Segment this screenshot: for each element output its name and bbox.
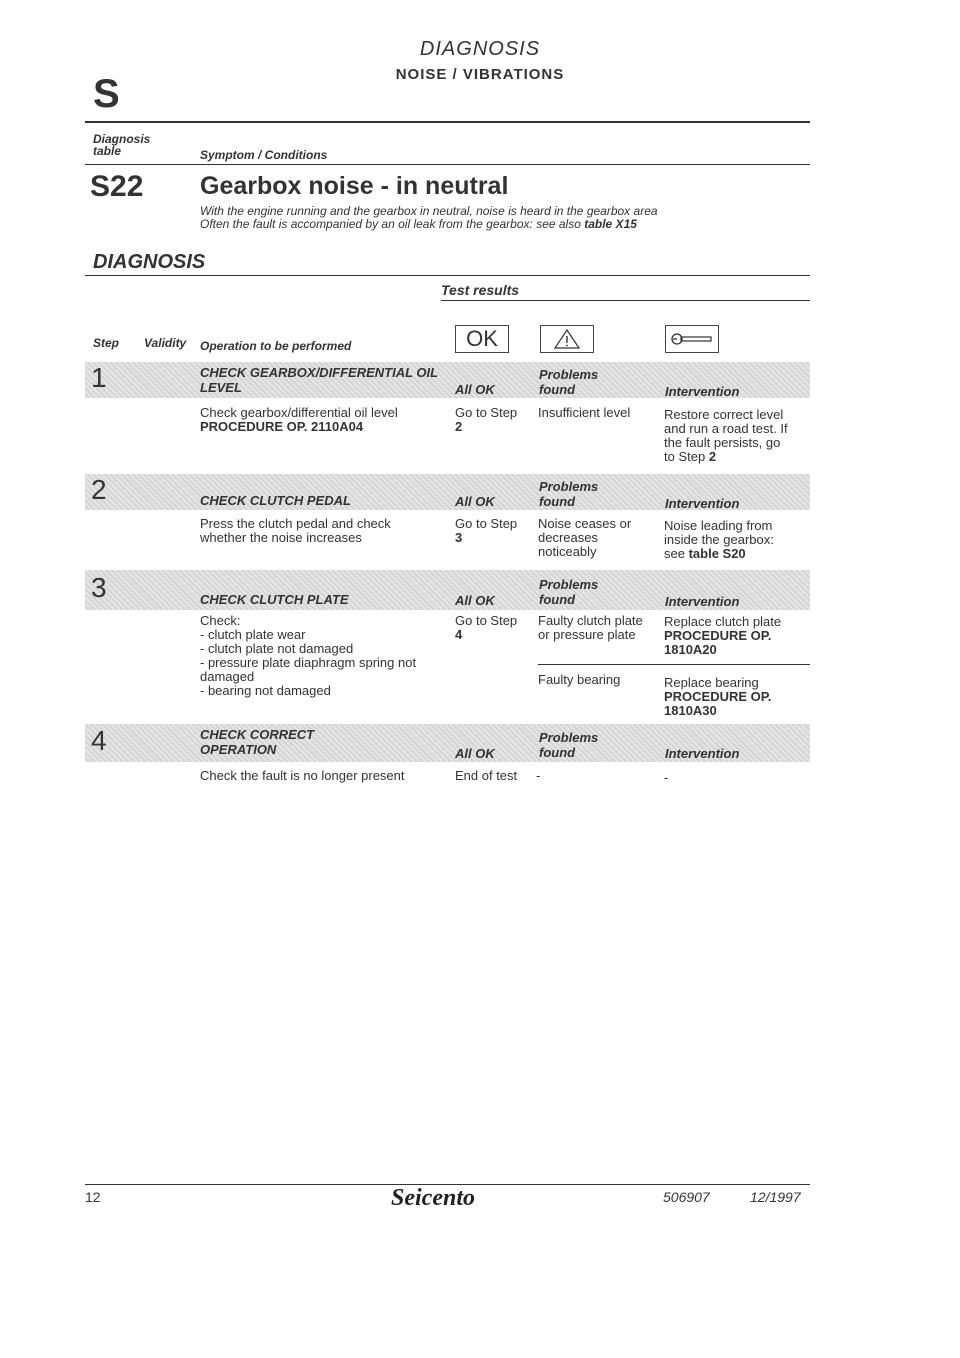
warning-icon	[540, 325, 594, 353]
diagnosis-divider	[85, 275, 810, 276]
page-number: 12	[85, 1189, 101, 1205]
brand-logo: Seicento	[391, 1185, 475, 1211]
step-3-problem-a: Faulty clutch plate or pressure plate	[538, 613, 643, 642]
step-1-all-ok: All OK	[455, 382, 495, 397]
column-validity: Validity	[144, 336, 187, 350]
step-1-problem: Insufficient level	[538, 405, 631, 420]
table-description: With the engine running and the gearbox in neutral, noise is heard in the gearbox area Often the fault is accompanied by an oil leak from the gearbox: see also table X15	[200, 204, 658, 231]
step-3-all-ok: All OK	[455, 593, 495, 608]
step-4-all-ok: All OK	[455, 746, 495, 761]
step-3-check-title: CHECK CLUTCH PLATE	[200, 592, 349, 607]
diagnosis-heading: DIAGNOSIS	[93, 251, 206, 273]
step-1-ok-result: Go to Step 2	[455, 405, 518, 434]
diagnosis-table-label: Diagnosis table	[93, 132, 151, 158]
test-results-label: Test results	[441, 282, 520, 298]
page-subtitle: NOISE / VIBRATIONS	[395, 66, 565, 83]
wrench-icon	[665, 325, 719, 353]
step-4-intervention-text: -	[664, 770, 669, 785]
step-3-problems-found: Problems found	[539, 577, 599, 607]
step-1-intervention: Intervention	[665, 384, 740, 399]
table-x15-ref: table X15	[584, 217, 637, 231]
step-4-number: 4	[91, 725, 107, 756]
step-1-problems-found: Problems found	[539, 367, 599, 397]
step-3-intervention-b: Replace bearing PROCEDURE OP. 1810A30	[664, 675, 772, 718]
table-code: S22	[90, 170, 144, 203]
step-3-sub-divider	[538, 664, 810, 665]
step-4-intervention: Intervention	[665, 746, 740, 761]
column-step: Step	[93, 336, 120, 350]
step-2-ok-result: Go to Step 3	[455, 516, 518, 545]
page-title: DIAGNOSIS	[419, 38, 541, 60]
step-1-number: 1	[91, 362, 107, 393]
doc-code: 506907	[663, 1189, 710, 1205]
step-3-intervention-a: Replace clutch plate PROCEDURE OP. 1810A20	[664, 614, 782, 657]
step-3-intervention: Intervention	[665, 594, 740, 609]
step-2-intervention: Intervention	[665, 496, 740, 511]
step-2-problem: Noise ceases or decreases noticeably	[538, 516, 632, 559]
step-4-ok-result: End of test	[455, 768, 518, 783]
step-2-intervention-text: Noise leading from inside the gearbox: see table S20	[664, 518, 774, 561]
header-divider	[85, 121, 810, 123]
step-4-problem: -	[536, 768, 541, 783]
step-2-check-title: CHECK CLUTCH PEDAL	[200, 493, 351, 508]
step-4-check-title: CHECK CORRECT OPERATION	[200, 727, 315, 757]
step-3-number: 3	[91, 572, 107, 603]
ok-icon: OK	[455, 325, 509, 353]
symptom-conditions-label: Symptom / Conditions	[200, 148, 328, 162]
step-2-number: 2	[91, 474, 107, 505]
table-title: Gearbox noise - in neutral	[200, 172, 509, 200]
test-results-divider	[441, 300, 810, 301]
table-header-divider	[85, 164, 810, 165]
step-1-check-title: CHECK GEARBOX/DIFFERENTIAL OIL LEVEL	[200, 365, 439, 395]
step-1-operation: Check gearbox/differential oil level PROCEDURE OP. 2110A04	[200, 405, 398, 434]
step-2-problems-found: Problems found	[539, 479, 599, 509]
step-3-problem-b: Faulty bearing	[538, 672, 621, 687]
section-letter: S	[93, 72, 120, 116]
doc-date: 12/1997	[750, 1189, 801, 1205]
step-4-operation: Check the fault is no longer present	[200, 768, 405, 783]
column-operation: Operation to be performed	[200, 339, 352, 353]
step-2-all-ok: All OK	[455, 494, 495, 509]
step-1-intervention-text: Restore correct level and run a road test. If the fault persists, go to Step 2	[664, 407, 788, 464]
step-3-operation: Check: - clutch plate wear - clutch plate not damaged - pressure plate diaphragm spring not damaged - bearing not damaged	[200, 613, 417, 698]
step-4-problems-found: Problems found	[539, 730, 599, 760]
step-2-operation: Press the clutch pedal and check whether the noise increases	[200, 516, 391, 545]
step-3-ok-result: Go to Step 4	[455, 613, 518, 642]
